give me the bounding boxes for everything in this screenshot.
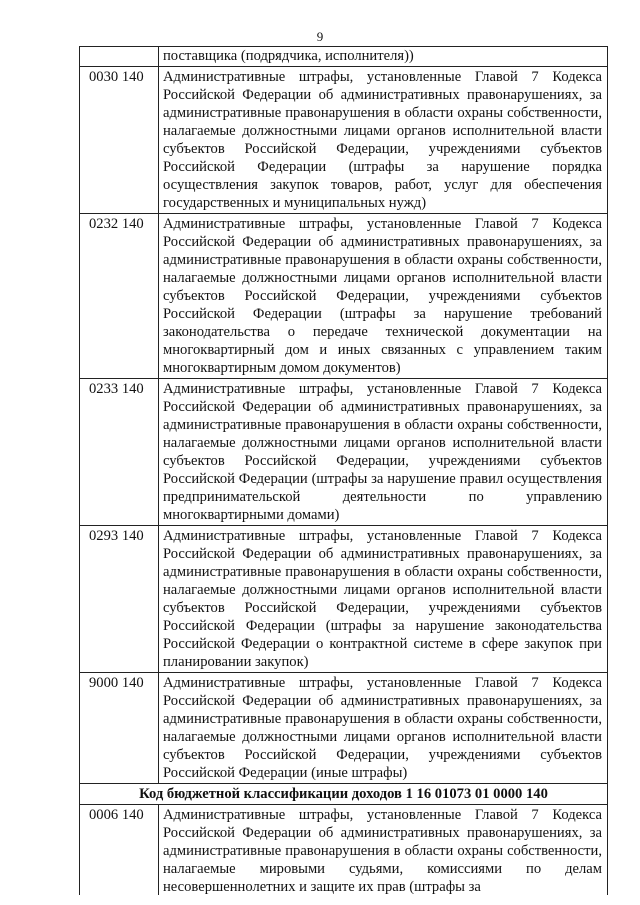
table-row <box>80 673 608 784</box>
section-heading: Код бюджетной классификации доходов 1 16 01073 01 0000 140 <box>80 784 608 805</box>
table-row <box>80 526 608 673</box>
description-cell: Административные штрафы, установленные Главой 7 Кодекса Российской Федерации об административных правонарушениях, за административные правонарушения в области охраны собственности, налагаемые должностными лицами органов исполнительной власти субъектов Российской Федерации, учреждениями субъектов Российской Федерации (штрафы за нарушение законодательства Российской Федерации о контрактной системе в сфере закупок при планировании закупок) <box>159 526 608 673</box>
table-row <box>80 805 608 896</box>
description-cell: Административные штрафы, установленные Главой 7 Кодекса Российской Федерации об административных правонарушениях, за административные правонарушения в области охраны собственности, налагаемые должностными лицами органов исполнительной власти субъектов Российской Федерации, учреждениями субъектов Российской Федерации (штрафы за нарушение требований законодательства о передаче технической документации на многоквартирный дом и иных связанных с управлением таким многоквартирным домом документов) <box>159 214 608 379</box>
table-row <box>80 379 608 526</box>
section-heading-row <box>80 784 608 805</box>
code-cell: 0232 140 <box>80 214 159 379</box>
description-cell: Административные штрафы, установленные Главой 7 Кодекса Российской Федерации об административных правонарушениях, за административные правонарушения в области охраны собственности, налагаемые должностными лицами органов исполнительной власти субъектов Российской Федерации, учреждениями субъектов Российской Федерации (штрафы за нарушение порядка осуществления закупок товаров, работ, услуг для обеспечения государственных и муниципальных нужд) <box>159 67 608 214</box>
table-row <box>80 47 608 67</box>
page-number: 9 <box>316 29 324 44</box>
budget-codes-table <box>79 46 608 895</box>
table-row <box>80 67 608 214</box>
description-cell: поставщика (подрядчика, исполнителя)) <box>159 47 608 67</box>
code-cell: 0030 140 <box>80 67 159 214</box>
description-cell <box>159 805 608 896</box>
code-cell: 9000 140 <box>80 673 159 784</box>
code-cell: 0293 140 <box>80 526 159 673</box>
description-cell: Административные штрафы, установленные Главой 7 Кодекса Российской Федерации об административных правонарушениях, за административные правонарушения в области охраны собственности, налагаемые должностными лицами органов исполнительной власти субъектов Российской Федерации, учреждениями субъектов Российской Федерации (иные штрафы) <box>159 673 608 784</box>
code-cell <box>80 47 159 67</box>
code-cell: 0233 140 <box>80 379 159 526</box>
table-row <box>80 214 608 379</box>
description-text: Административные штрафы, установленные Главой 7 Кодекса Российской Федерации об административных правонарушениях, за административные правонарушения в области охраны собственности, налагаемые мировыми судьями, комиссиями по делам несовершеннолетних и защите их прав (штрафы за <box>163 807 602 894</box>
code-cell: 0006 140 <box>80 805 159 896</box>
description-cell: Административные штрафы, установленные Главой 7 Кодекса Российской Федерации об административных правонарушениях, за административные правонарушения в области охраны собственности, налагаемые должностными лицами органов исполнительной власти субъектов Российской Федерации, учреждениями субъектов Российской Федерации (штрафы за нарушение правил осуществления предпринимательской деятельности по управлению многоквартирными домами) <box>159 379 608 526</box>
